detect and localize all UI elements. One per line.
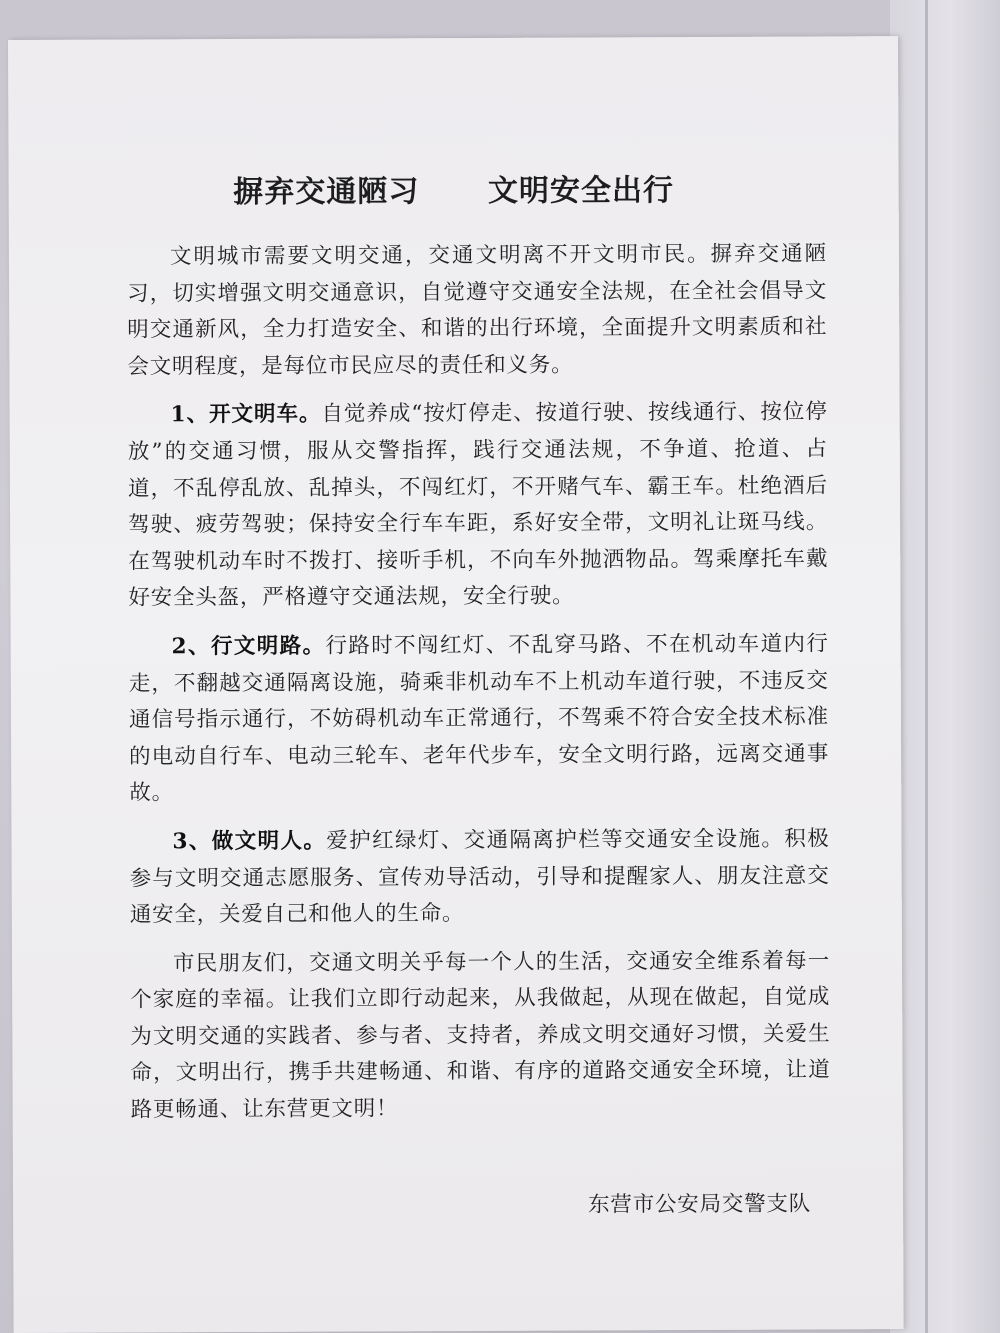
section-text: 行路时不闯红灯、不乱穿马路、不在机动车道内行走，不翻越交通隔离设施，骑乘非机动车不上机动车道行驶，不违反交通信号指示通行，不妨碍机动车正常通行，不驾乘不符合安全技术标准的电动自行车、电动三轮车、老年代步车，安全文明行路，远离交通事故。 [128, 631, 830, 806]
notice-paper [8, 36, 904, 1333]
section-paragraph [128, 395, 829, 618]
section-heading: 3、做文明人。 [172, 828, 327, 855]
signature: 东营市公安局交警支队 [588, 1191, 812, 1218]
closing-paragraph: 市民朋友们，交通文明关乎每一个人的生活，交通安全维系着每一个家庭的幸福。让我们立即行动起来，从我做起，从现在做起，自觉成为文明交通的实践者、参与者、支持者，养成文明交通好习惯，关爱生命，文明出行，携手共建畅通、和谐、有序的道路交通安全环境，让道路更畅通、让东营更文明！ [130, 948, 831, 1123]
intro-paragraph: 文明城市需要文明交通，交通文明离不开文明市民。摒弃交通陋习，切实增强文明交通意识，自觉遵守交通安全法规，在全社会倡导文明交通新风，全力打造安全、和谐的出行环境，全面提升文明素质和社会文明程度，是每位市民应尽的责任和义务。 [127, 241, 828, 380]
section-text: 爱护红绿灯、交通隔离护栏等交通安全设施。积极参与文明交通志愿服务、宣传劝导活动，引导和提醒家人、朋友注意交通安全，关爱自己和他人的生命。 [129, 826, 830, 928]
notice-body [127, 236, 831, 1141]
frame-edge-line [925, 0, 928, 1333]
section-paragraph [129, 821, 829, 934]
section-heading: 2、行文明路。 [171, 633, 326, 660]
window-frame [890, 0, 1000, 1333]
page-title: 摒弃交通陋习 文明安全出行 [233, 173, 675, 211]
section-text: 自觉养成“按灯停走、按道行驶、按线通行、按位停放”的交通习惯，服从交警指挥，践行交通法规，不争道、抢道、占道，不乱停乱放、乱掉头，不闯红灯，不开赌气车、霸王车。杜绝酒后驾驶、疲劳驾驶；保持安全行车车距，系好安全带，文明礼让斑马线。在驾驶机动车时不拨打、接听手机，不向车外抛洒物品。驾乘摩托车戴好安全头盔，严格遵守交通法规，安全行驶。 [127, 399, 829, 611]
section-heading: 1、开文明车。 [170, 402, 322, 428]
section-paragraph [129, 626, 830, 812]
